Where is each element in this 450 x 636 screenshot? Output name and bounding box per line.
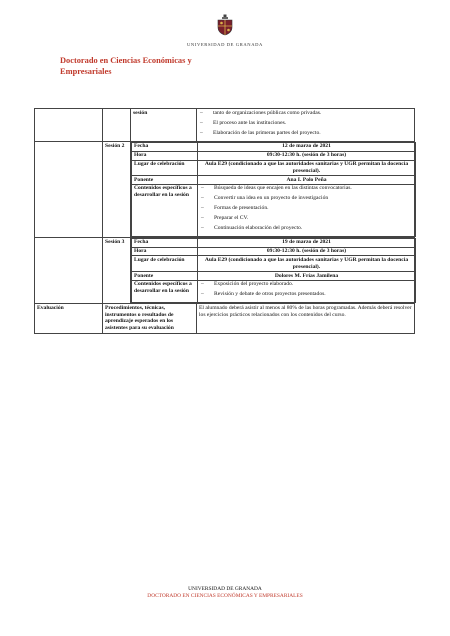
fecha-value: 12 de marzo de 2021 xyxy=(198,142,416,151)
table-row xyxy=(132,184,416,236)
list-item: – Continuación elaboración del proyecto. xyxy=(200,225,413,232)
lugar-label: Lugar de celebración xyxy=(132,160,198,176)
list-item: – Búsqueda de ideas que encajen en las distintas convocatorias. xyxy=(200,185,413,192)
table-row xyxy=(132,176,416,185)
table-row xyxy=(132,142,416,151)
list-item: – Preparar el CV. xyxy=(200,215,413,222)
session-2-row xyxy=(35,141,415,237)
contenidos-label: Contenidos específicos a desarrollar en la sesión xyxy=(132,184,198,236)
session-2-label: Sesión 2 xyxy=(103,141,131,237)
session-cont-contents xyxy=(197,109,415,142)
contents-list xyxy=(200,281,413,298)
evaluation-text: El alumnado deberá asistir al menos al 80% de las horas programadas. Además deberá resolver los ejercicios prácticos relacionados con los contenidos del curso. xyxy=(197,303,415,333)
lugar-value: Aula E29 (condicionado a que las autoridades sanitarias y UGR permitan la docencia presencial). xyxy=(198,256,416,272)
contents-list xyxy=(200,185,413,232)
hora-value: 09:30-12:30 h. (sesión de 3 horas) xyxy=(198,151,416,160)
university-crest-icon xyxy=(215,14,235,36)
list-item: – Revisión y debate de otros proyectos presentados. xyxy=(200,291,413,298)
ponente-label: Ponente xyxy=(132,176,198,185)
session-cont-label: sesión xyxy=(131,109,197,142)
ponente-label: Ponente xyxy=(132,272,198,281)
session-3-label: Sesión 3 xyxy=(103,237,131,303)
list-item: – Formas de presentación. xyxy=(200,205,413,212)
footer-university: UNIVERSIDAD DE GRANADA xyxy=(188,586,262,592)
contents-list xyxy=(199,110,412,137)
list-item: – tanto de organizaciones públicas como privadas. xyxy=(199,110,412,117)
program-title: Doctorado en Ciencias Económicas y Empresariales xyxy=(60,56,192,76)
list-item: – Convertir una idea en un proyecto de investigación xyxy=(200,195,413,202)
contenidos-value xyxy=(198,184,416,236)
ponente-value: Ana I. Polo Peña xyxy=(198,176,416,185)
evaluation-criteria-label: Procedimientos, técnicas, instrumentos o resultados de aprendizaje esperados en los asistentes para su evaluación xyxy=(103,303,197,333)
contenidos-label: Contenidos específicos a desarrollar en la sesión xyxy=(132,280,198,302)
list-item: – Elaboración de las primeras partes del proyecto. xyxy=(199,130,412,137)
evaluation-row xyxy=(35,303,415,333)
lugar-value: Aula E29 (condicionado a que las autoridades sanitarias y UGR permitan la docencia presencial). xyxy=(198,160,416,176)
university-name: UNIVERSIDAD DE GRANADA xyxy=(187,42,263,47)
list-item: – El proceso ante las instituciones. xyxy=(199,120,412,127)
table-row xyxy=(132,280,416,302)
table-row xyxy=(132,247,416,256)
fecha-label: Fecha xyxy=(132,142,198,151)
table-row xyxy=(132,256,416,272)
table-row xyxy=(132,238,416,247)
session-2-details xyxy=(131,142,416,237)
list-item: – Exposición del proyecto elaborado. xyxy=(200,281,413,288)
table-row xyxy=(35,109,415,142)
table-row xyxy=(132,272,416,281)
evaluation-label: Evaluación xyxy=(35,303,103,333)
session-3-details xyxy=(131,238,416,303)
session-table xyxy=(34,108,415,334)
lugar-label: Lugar de celebración xyxy=(132,256,198,272)
table-row xyxy=(132,160,416,176)
contenidos-value xyxy=(198,280,416,302)
hora-label: Hora xyxy=(132,247,198,256)
fecha-value: 19 de marzo de 2021 xyxy=(198,238,416,247)
session-3-row xyxy=(35,237,415,303)
table-row xyxy=(132,151,416,160)
page-footer xyxy=(0,586,450,600)
footer-program: DOCTORADO EN CIENCIAS ECONÓMICAS Y EMPRESARIALES xyxy=(147,593,303,599)
hora-label: Hora xyxy=(132,151,198,160)
ponente-value: Dolores M. Frías Jamilena xyxy=(198,272,416,281)
university-header xyxy=(0,14,450,47)
hora-value: 09:30-12:30 h. (sesión de 3 horas) xyxy=(198,247,416,256)
fecha-label: Fecha xyxy=(132,238,198,247)
